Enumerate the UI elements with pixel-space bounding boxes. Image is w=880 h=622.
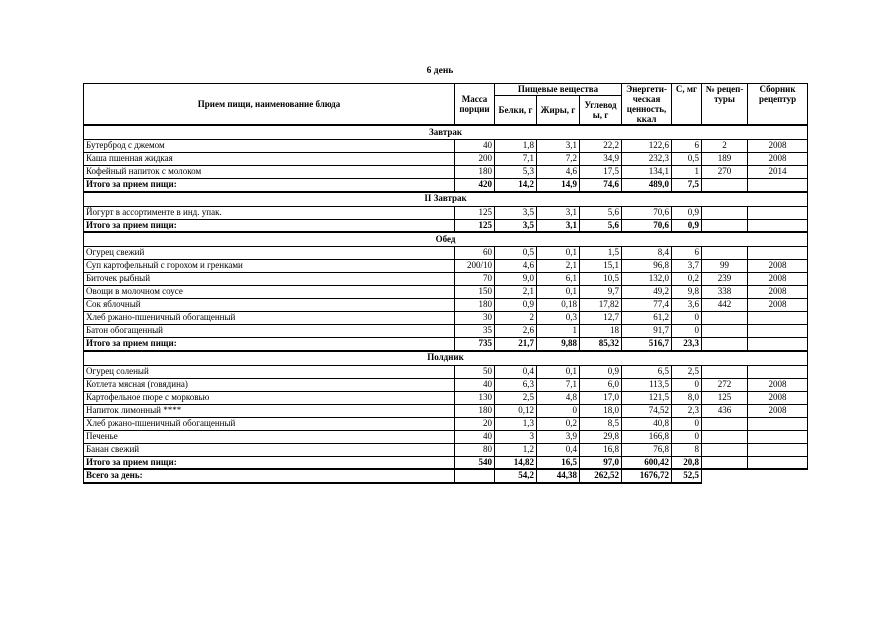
recipe-cell: 125	[702, 391, 748, 404]
total-carbs: 74,6	[580, 179, 622, 192]
total-row	[84, 338, 808, 351]
vitc-cell: 0	[672, 417, 702, 430]
collection-cell: 2008	[748, 153, 808, 166]
collection-cell	[748, 247, 808, 260]
protein-cell: 0,5	[495, 247, 537, 260]
page-title: 6 день	[426, 66, 454, 76]
grand-total-protein: 54,2	[495, 469, 537, 483]
total-fat: 16,5	[537, 456, 580, 469]
carbs-cell: 10,5	[580, 273, 622, 286]
dish-name: Батон обогащенный	[84, 325, 455, 338]
energy-cell: 40,8	[622, 417, 672, 430]
grand-total-vitc: 52,5	[672, 469, 702, 483]
section-title: Завтрак	[84, 125, 808, 140]
energy-cell: 113,5	[622, 378, 672, 391]
total-collection	[748, 219, 808, 232]
fat-cell: 3,1	[537, 206, 580, 219]
total-recipe	[702, 456, 748, 469]
dish-name: Сок яблочный	[84, 299, 455, 312]
vitc-cell: 2,3	[672, 404, 702, 417]
fat-cell: 2,1	[537, 260, 580, 273]
table-row	[84, 286, 808, 299]
fat-cell: 1	[537, 325, 580, 338]
carbs-cell: 16,8	[580, 443, 622, 456]
section-row	[84, 125, 808, 140]
section-row	[84, 351, 808, 366]
mass-cell: 180	[455, 166, 495, 179]
total-energy: 489,0	[622, 179, 672, 192]
mass-cell: 30	[455, 312, 495, 325]
table-row	[84, 153, 808, 166]
mass-cell: 200	[455, 153, 495, 166]
table-row	[84, 443, 808, 456]
mass-cell: 35	[455, 325, 495, 338]
total-mass: 125	[455, 219, 495, 232]
energy-cell: 96,8	[622, 260, 672, 273]
table-header	[84, 84, 808, 126]
table-row	[84, 140, 808, 153]
fat-cell: 7,2	[537, 153, 580, 166]
table-body	[84, 125, 808, 483]
table-row	[84, 365, 808, 378]
dish-name: Картофельное пюре с морковью	[84, 391, 455, 404]
protein-cell: 4,6	[495, 260, 537, 273]
total-mass: 540	[455, 456, 495, 469]
header-mass: Масса порции	[455, 84, 495, 126]
grand-total-mass	[455, 469, 495, 483]
vitc-cell: 0,9	[672, 206, 702, 219]
total-protein: 3,5	[495, 219, 537, 232]
vitc-cell: 8	[672, 443, 702, 456]
energy-cell: 74,52	[622, 404, 672, 417]
collection-cell	[748, 430, 808, 443]
dish-name: Хлеб ржано-пшеничный обогащенный	[84, 312, 455, 325]
header-nutrients: Пищевые вещества	[495, 84, 622, 96]
mass-cell: 80	[455, 443, 495, 456]
fat-cell: 7,1	[537, 378, 580, 391]
total-row	[84, 179, 808, 192]
energy-cell: 134,1	[622, 166, 672, 179]
protein-cell: 5,3	[495, 166, 537, 179]
recipe-cell: 442	[702, 299, 748, 312]
table-row	[84, 260, 808, 273]
protein-cell: 0,4	[495, 365, 537, 378]
collection-cell	[748, 312, 808, 325]
protein-cell: 9,0	[495, 273, 537, 286]
header-carbs: Углевод ы, г	[580, 96, 622, 126]
dish-name: Суп картофельный с горохом и гренками	[84, 260, 455, 273]
energy-cell: 49,2	[622, 286, 672, 299]
energy-cell: 70,6	[622, 206, 672, 219]
dish-name: Хлеб ржано-пшеничный обогащенный	[84, 417, 455, 430]
collection-cell: 2008	[748, 286, 808, 299]
protein-cell: 2,6	[495, 325, 537, 338]
dish-name: Кофейный напиток с молоком	[84, 166, 455, 179]
carbs-cell: 17,5	[580, 166, 622, 179]
fat-cell: 0	[537, 404, 580, 417]
recipe-cell: 338	[702, 286, 748, 299]
recipe-cell	[702, 247, 748, 260]
section-title: Обед	[84, 232, 808, 247]
menu-table	[83, 83, 808, 484]
grand-total-energy: 1676,72	[622, 469, 672, 483]
mass-cell: 40	[455, 430, 495, 443]
total-carbs: 97,0	[580, 456, 622, 469]
dish-name: Огурец свежий	[84, 247, 455, 260]
grand-total-fat: 44,38	[537, 469, 580, 483]
dish-name: Напиток лимонный ****	[84, 404, 455, 417]
fat-cell: 3,9	[537, 430, 580, 443]
recipe-cell	[702, 206, 748, 219]
carbs-cell: 17,0	[580, 391, 622, 404]
carbs-cell: 15,1	[580, 260, 622, 273]
energy-cell: 132,0	[622, 273, 672, 286]
fat-cell: 3,1	[537, 140, 580, 153]
recipe-cell: 2	[702, 140, 748, 153]
total-fat: 14,9	[537, 179, 580, 192]
mass-cell: 180	[455, 299, 495, 312]
header-protein: Белки, г	[495, 96, 537, 126]
table-row	[84, 417, 808, 430]
total-label: Итого за прием пищи:	[84, 219, 455, 232]
total-recipe	[702, 338, 748, 351]
total-collection	[748, 179, 808, 192]
carbs-cell: 1,5	[580, 247, 622, 260]
table-row	[84, 404, 808, 417]
table-row	[84, 206, 808, 219]
recipe-cell: 99	[702, 260, 748, 273]
recipe-cell: 239	[702, 273, 748, 286]
total-mass: 735	[455, 338, 495, 351]
carbs-cell: 17,82	[580, 299, 622, 312]
total-energy: 70,6	[622, 219, 672, 232]
total-label: Итого за прием пищи:	[84, 456, 455, 469]
carbs-cell: 0,9	[580, 365, 622, 378]
total-row	[84, 219, 808, 232]
mass-cell: 70	[455, 273, 495, 286]
total-row	[84, 456, 808, 469]
protein-cell: 1,8	[495, 140, 537, 153]
total-mass: 420	[455, 179, 495, 192]
fat-cell: 0,1	[537, 247, 580, 260]
collection-cell: 2014	[748, 166, 808, 179]
protein-cell: 3,5	[495, 206, 537, 219]
vitc-cell: 0	[672, 378, 702, 391]
recipe-cell	[702, 325, 748, 338]
carbs-cell: 5,6	[580, 206, 622, 219]
table-row	[84, 378, 808, 391]
dish-name: Каша пшенная жидкая	[84, 153, 455, 166]
collection-cell: 2008	[748, 260, 808, 273]
header-vitc: С, мг	[672, 84, 702, 126]
protein-cell: 2	[495, 312, 537, 325]
energy-cell: 121,5	[622, 391, 672, 404]
fat-cell: 6,1	[537, 273, 580, 286]
fat-cell: 4,6	[537, 166, 580, 179]
vitc-cell: 6	[672, 140, 702, 153]
table-row	[84, 273, 808, 286]
energy-cell: 8,4	[622, 247, 672, 260]
protein-cell: 2,5	[495, 391, 537, 404]
protein-cell: 1,3	[495, 417, 537, 430]
dish-name: Огурец соленый	[84, 365, 455, 378]
fat-cell: 0,1	[537, 286, 580, 299]
protein-cell: 7,1	[495, 153, 537, 166]
collection-cell	[748, 417, 808, 430]
mass-cell: 200/10	[455, 260, 495, 273]
energy-cell: 76,8	[622, 443, 672, 456]
total-vitc: 0,9	[672, 219, 702, 232]
mass-cell: 60	[455, 247, 495, 260]
dish-name: Банан свежий	[84, 443, 455, 456]
collection-cell: 2008	[748, 299, 808, 312]
collection-cell	[748, 325, 808, 338]
vitc-cell: 0,2	[672, 273, 702, 286]
dish-name: Йогурт в ассортименте в инд. упак.	[84, 206, 455, 219]
recipe-cell	[702, 430, 748, 443]
fat-cell: 0,18	[537, 299, 580, 312]
protein-cell: 0,12	[495, 404, 537, 417]
table-row	[84, 391, 808, 404]
recipe-cell	[702, 443, 748, 456]
grand-total-row	[84, 469, 808, 483]
vitc-cell: 0	[672, 312, 702, 325]
section-row	[84, 232, 808, 247]
section-title: II Завтрак	[84, 192, 808, 207]
header-collection: Сборник рецептур	[748, 84, 808, 126]
carbs-cell: 12,7	[580, 312, 622, 325]
table-row	[84, 166, 808, 179]
carbs-cell: 18,0	[580, 404, 622, 417]
total-fat: 9,88	[537, 338, 580, 351]
header-energy: Энергети- ческая ценность, ккал	[622, 84, 672, 126]
energy-cell: 61,2	[622, 312, 672, 325]
carbs-cell: 9,7	[580, 286, 622, 299]
vitc-cell: 1	[672, 166, 702, 179]
recipe-cell: 272	[702, 378, 748, 391]
dish-name: Печенье	[84, 430, 455, 443]
vitc-cell: 0	[672, 430, 702, 443]
total-vitc: 7,5	[672, 179, 702, 192]
grand-total-carbs: 262,52	[580, 469, 622, 483]
grand-total-label: Всего за день:	[84, 469, 455, 483]
collection-cell: 2008	[748, 378, 808, 391]
total-collection	[748, 456, 808, 469]
total-vitc: 20,8	[672, 456, 702, 469]
recipe-cell: 270	[702, 166, 748, 179]
table-row	[84, 430, 808, 443]
vitc-cell: 3,7	[672, 260, 702, 273]
section-title: Полдник	[84, 351, 808, 366]
collection-cell: 2008	[748, 404, 808, 417]
total-protein: 21,7	[495, 338, 537, 351]
energy-cell: 6,5	[622, 365, 672, 378]
collection-cell	[748, 443, 808, 456]
total-protein: 14,82	[495, 456, 537, 469]
recipe-cell	[702, 417, 748, 430]
vitc-cell: 2,5	[672, 365, 702, 378]
mass-cell: 130	[455, 391, 495, 404]
total-label: Итого за прием пищи:	[84, 179, 455, 192]
recipe-cell: 436	[702, 404, 748, 417]
total-collection	[748, 338, 808, 351]
vitc-cell: 8,0	[672, 391, 702, 404]
total-energy: 600,42	[622, 456, 672, 469]
recipe-cell: 189	[702, 153, 748, 166]
table-row	[84, 325, 808, 338]
header-fat: Жиры, г	[537, 96, 580, 126]
header-dish: Прием пищи, наименование блюда	[84, 84, 455, 126]
collection-cell: 2008	[748, 391, 808, 404]
energy-cell: 91,7	[622, 325, 672, 338]
fat-cell: 0,3	[537, 312, 580, 325]
energy-cell: 77,4	[622, 299, 672, 312]
protein-cell: 2,1	[495, 286, 537, 299]
mass-cell: 150	[455, 286, 495, 299]
table-row	[84, 247, 808, 260]
fat-cell: 0,2	[537, 417, 580, 430]
mass-cell: 50	[455, 365, 495, 378]
total-recipe	[702, 219, 748, 232]
protein-cell: 0,9	[495, 299, 537, 312]
fat-cell: 0,1	[537, 365, 580, 378]
recipe-cell	[702, 365, 748, 378]
carbs-cell: 22,2	[580, 140, 622, 153]
table-row	[84, 312, 808, 325]
mass-cell: 40	[455, 140, 495, 153]
carbs-cell: 6,0	[580, 378, 622, 391]
total-fat: 3,1	[537, 219, 580, 232]
mass-cell: 180	[455, 404, 495, 417]
total-vitc: 23,3	[672, 338, 702, 351]
energy-cell: 232,3	[622, 153, 672, 166]
total-protein: 14,2	[495, 179, 537, 192]
vitc-cell: 6	[672, 247, 702, 260]
header-recipe: № рецеп- туры	[702, 84, 748, 126]
collection-cell: 2008	[748, 273, 808, 286]
dish-name: Котлета мясная (говядина)	[84, 378, 455, 391]
mass-cell: 40	[455, 378, 495, 391]
table-row	[84, 299, 808, 312]
section-row	[84, 192, 808, 207]
protein-cell: 6,3	[495, 378, 537, 391]
energy-cell: 122,6	[622, 140, 672, 153]
dish-name: Биточек рыбный	[84, 273, 455, 286]
vitc-cell: 9,8	[672, 286, 702, 299]
carbs-cell: 29,8	[580, 430, 622, 443]
collection-cell	[748, 365, 808, 378]
vitc-cell: 0	[672, 325, 702, 338]
total-carbs: 85,32	[580, 338, 622, 351]
total-carbs: 5,6	[580, 219, 622, 232]
total-recipe	[702, 179, 748, 192]
total-label: Итого за прием пищи:	[84, 338, 455, 351]
vitc-cell: 3,6	[672, 299, 702, 312]
fat-cell: 0,4	[537, 443, 580, 456]
recipe-cell	[702, 312, 748, 325]
mass-cell: 20	[455, 417, 495, 430]
dish-name: Бутерброд с джемом	[84, 140, 455, 153]
total-energy: 516,7	[622, 338, 672, 351]
carbs-cell: 18	[580, 325, 622, 338]
energy-cell: 166,8	[622, 430, 672, 443]
collection-cell: 2008	[748, 140, 808, 153]
fat-cell: 4,8	[537, 391, 580, 404]
carbs-cell: 34,9	[580, 153, 622, 166]
protein-cell: 3	[495, 430, 537, 443]
vitc-cell: 0,5	[672, 153, 702, 166]
protein-cell: 1,2	[495, 443, 537, 456]
mass-cell: 125	[455, 206, 495, 219]
carbs-cell: 8,5	[580, 417, 622, 430]
collection-cell	[748, 206, 808, 219]
dish-name: Овощи в молочном соусе	[84, 286, 455, 299]
